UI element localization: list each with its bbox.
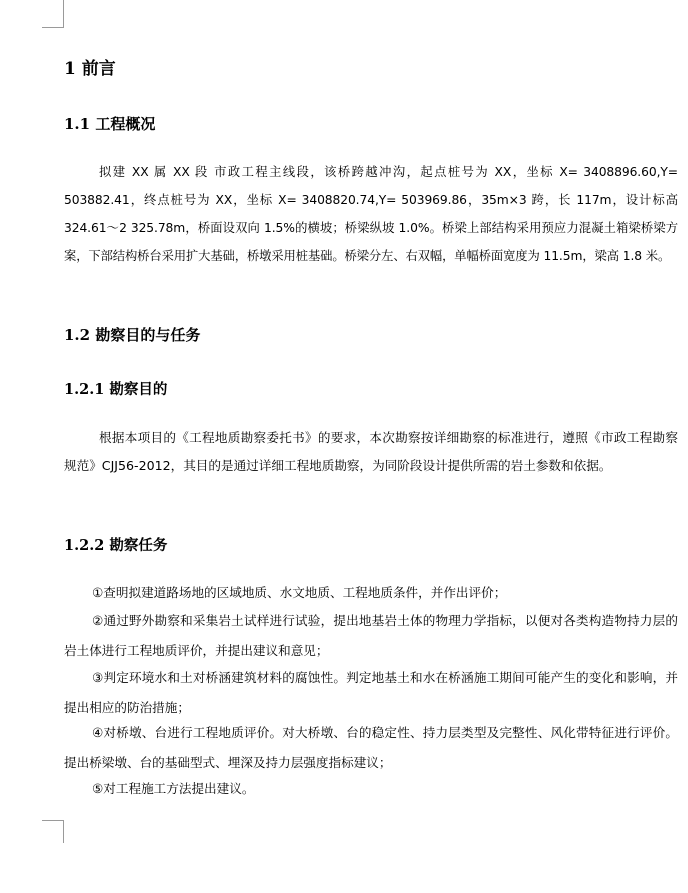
heading-survey-purpose: 1.2.1 勘察目的 (64, 381, 168, 398)
page-corner-mark-top (42, 0, 64, 28)
heading-purpose-and-tasks: 1.2 勘察目的与任务 (64, 326, 201, 344)
heading-project-overview: 1.1 工程概况 (64, 115, 156, 133)
paragraph-project-overview: 拟建 XX 属 XX 段 市政工程主线段，该桥跨越冲沟，起点桩号为 XX，坐标 X= 3408896.60,Y= 503882.41，终点桩号为 XX，坐标 X= 3408820.74,Y= 503969.86，35m×3 跨，长 117m，设计标高 324.61～2 325.78m，桥面设双向 1.5%的横坡；桥梁纵坡 1.0%。桥梁上部结构采用预应力混凝土箱梁桥梁方案，下部结构桥台采用扩大基础，桥墩采用桩基础。桥梁分左、右双幅，单幅桥面宽度为 11.5m，梁高 1.8 米。 (64, 165, 678, 263)
heading-introduction: 1 前言 (64, 59, 116, 79)
task-item-1: ①查明拟建道路场地的区域地质、水文地质、工程地质条件，并作出评价； (92, 585, 507, 600)
paragraph-survey-purpose: 根据本项目的《工程地质勘察委托书》的要求，本次勘察按详细勘察的标准进行，遵照《市政工程勘察规范》CJJ56-2012，其目的是通过详细工程地质勘察，为同阶段设计提供所需的岩土参数和依据。 (64, 430, 678, 473)
task-item-3: ③判定环境水和土对桥涵建筑材料的腐蚀性。判定地基土和水在桥涵施工期间可能产生的变化和影响，并提出相应的防治措施； (64, 670, 678, 715)
task-item-2: ②通过野外勘察和采集岩土试样进行试验，提出地基岩土体的物理力学指标，以便对各类构造物持力层的岩土体进行工程地质评价，并提出建议和意见； (64, 613, 678, 658)
task-item-4: ④对桥墩、台进行工程地质评价。对大桥墩、台的稳定性、持力层类型及完整性、风化带特征进行评价。提出桥梁墩、台的基础型式、埋深及持力层强度指标建议； (64, 725, 678, 770)
task-item-5: ⑤对工程施工方法提出建议。 (92, 781, 255, 796)
heading-survey-tasks: 1.2.2 勘察任务 (64, 537, 168, 554)
page-corner-mark-bottom (42, 820, 64, 843)
